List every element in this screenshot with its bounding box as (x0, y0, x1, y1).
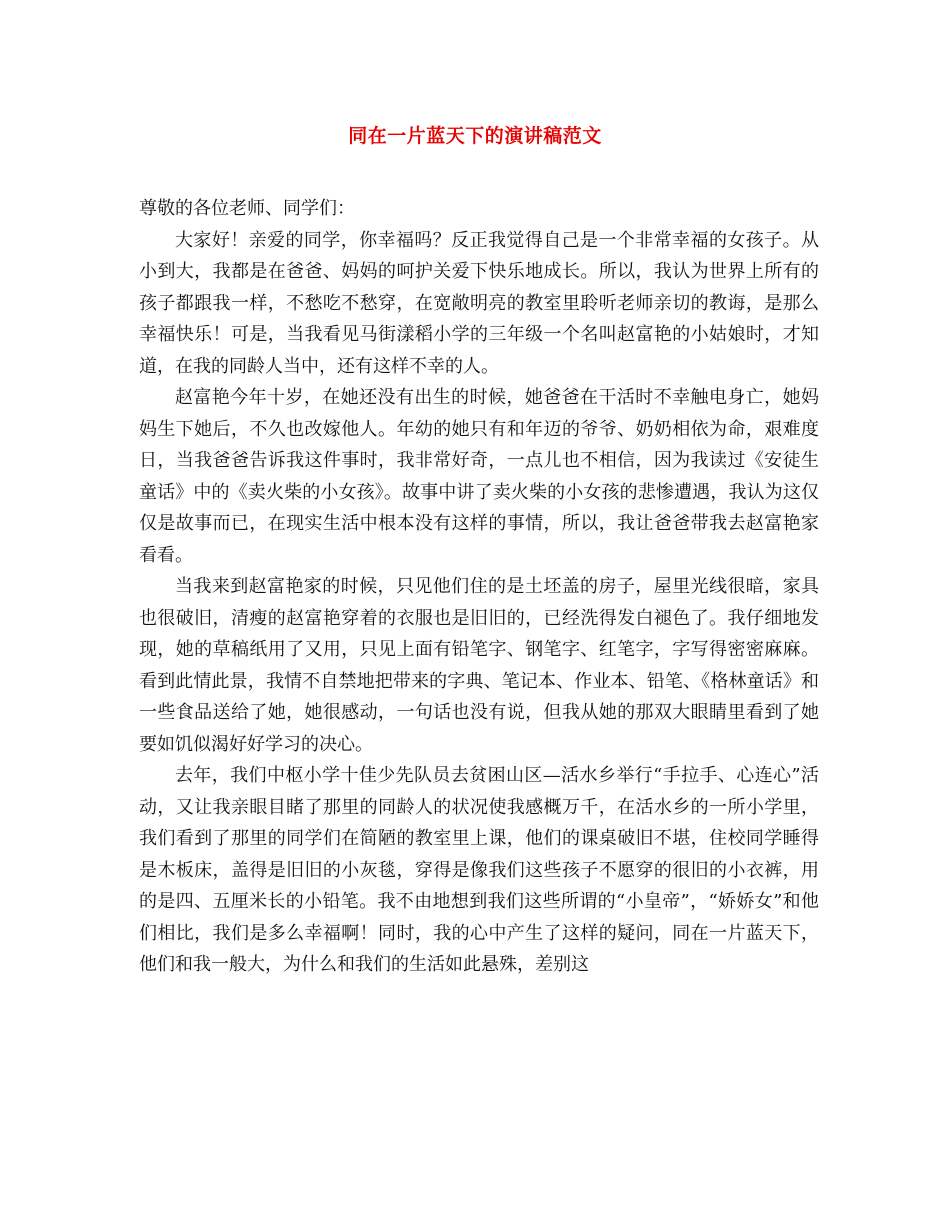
paragraph-4: 去年，我们中枢小学十佳少先队员去贫困山区—活水乡举行“手拉手、心连心”活动，又让我亲眼目睹了那里的同龄人的状况使我感概万千，在活水乡的一所小学里，我们看到了那里的同学们在简陋的教室里上课，他们的课桌破旧不堪，住校同学睡得是木板床，盖得是旧旧的小灰毯，穿得是像我们这些孩子不愿穿的很旧的小衣裤，用的是四、五厘米长的小铅笔。我不由地想到我们这些所谓的“小皇帝”，“娇娇女”和他们相比，我们是多么幸福啊！同时，我的心中产生了这样的疑问，同在一片蓝天下，他们和我一般大，为什么和我们的生活如此悬殊，差别这 (139, 765, 819, 975)
salutation: 尊敬的各位老师、同学们： (139, 198, 355, 219)
document-title: 同在一片蓝天下的演讲稿范文 (348, 125, 602, 147)
paragraph-1: 大家好！亲爱的同学，你幸福吗？反正我觉得自己是一个非常幸福的女孩子。从小到大，我都是在爸爸、妈妈的呵护关爱下快乐地成长。所以，我认为世界上所有的孩子都跟我一样，不愁吃不愁穿，在宽敞明亮的教室里聆听老师亲切的教诲，是那么幸福快乐！可是，当我看见马街漾稻小学的三年级一个名叫赵富艳的小姑娘时，才知道，在我的同龄人当中，还有这样不幸的人。 (139, 229, 819, 377)
paragraph-3: 当我来到赵富艳家的时候，只见他们住的是土坯盖的房子，屋里光线很暗，家具也很破旧，清瘦的赵富艳穿着的衣服也是旧旧的，已经洗得发白褪色了。我仔细地发现，她的草稿纸用了又用，只见上面有铅笔字、钢笔字、红笔字，字写得密密麻麻。看到此情此景，我情不自禁地把带来的字典、笔记本、作业本、铅笔、《格林童话》和一些食品送给了她，她很感动，一句话也没有说，但我从她的那双大眼睛里看到了她要如饥似渴好好学习的决心。 (139, 576, 819, 755)
document-body (139, 193, 819, 981)
paragraph-2: 赵富艳今年十岁，在她还没有出生的时候，她爸爸在干活时不幸触电身亡，她妈妈生下她后，不久也改嫁他人。年幼的她只有和年迈的爷爷、奶奶相依为命，艰难度日，当我爸爸告诉我这件事时，我非常好奇，一点儿也不相信，因为我读过《安徒生童话》中的《卖火柴的小女孩》。故事中讲了卖火柴的小女孩的悲惨遭遇，我认为这仅仅是故事而已，在现实生活中根本没有这样的事情，所以，我让爸爸带我去赵富艳家看看。 (139, 387, 819, 566)
